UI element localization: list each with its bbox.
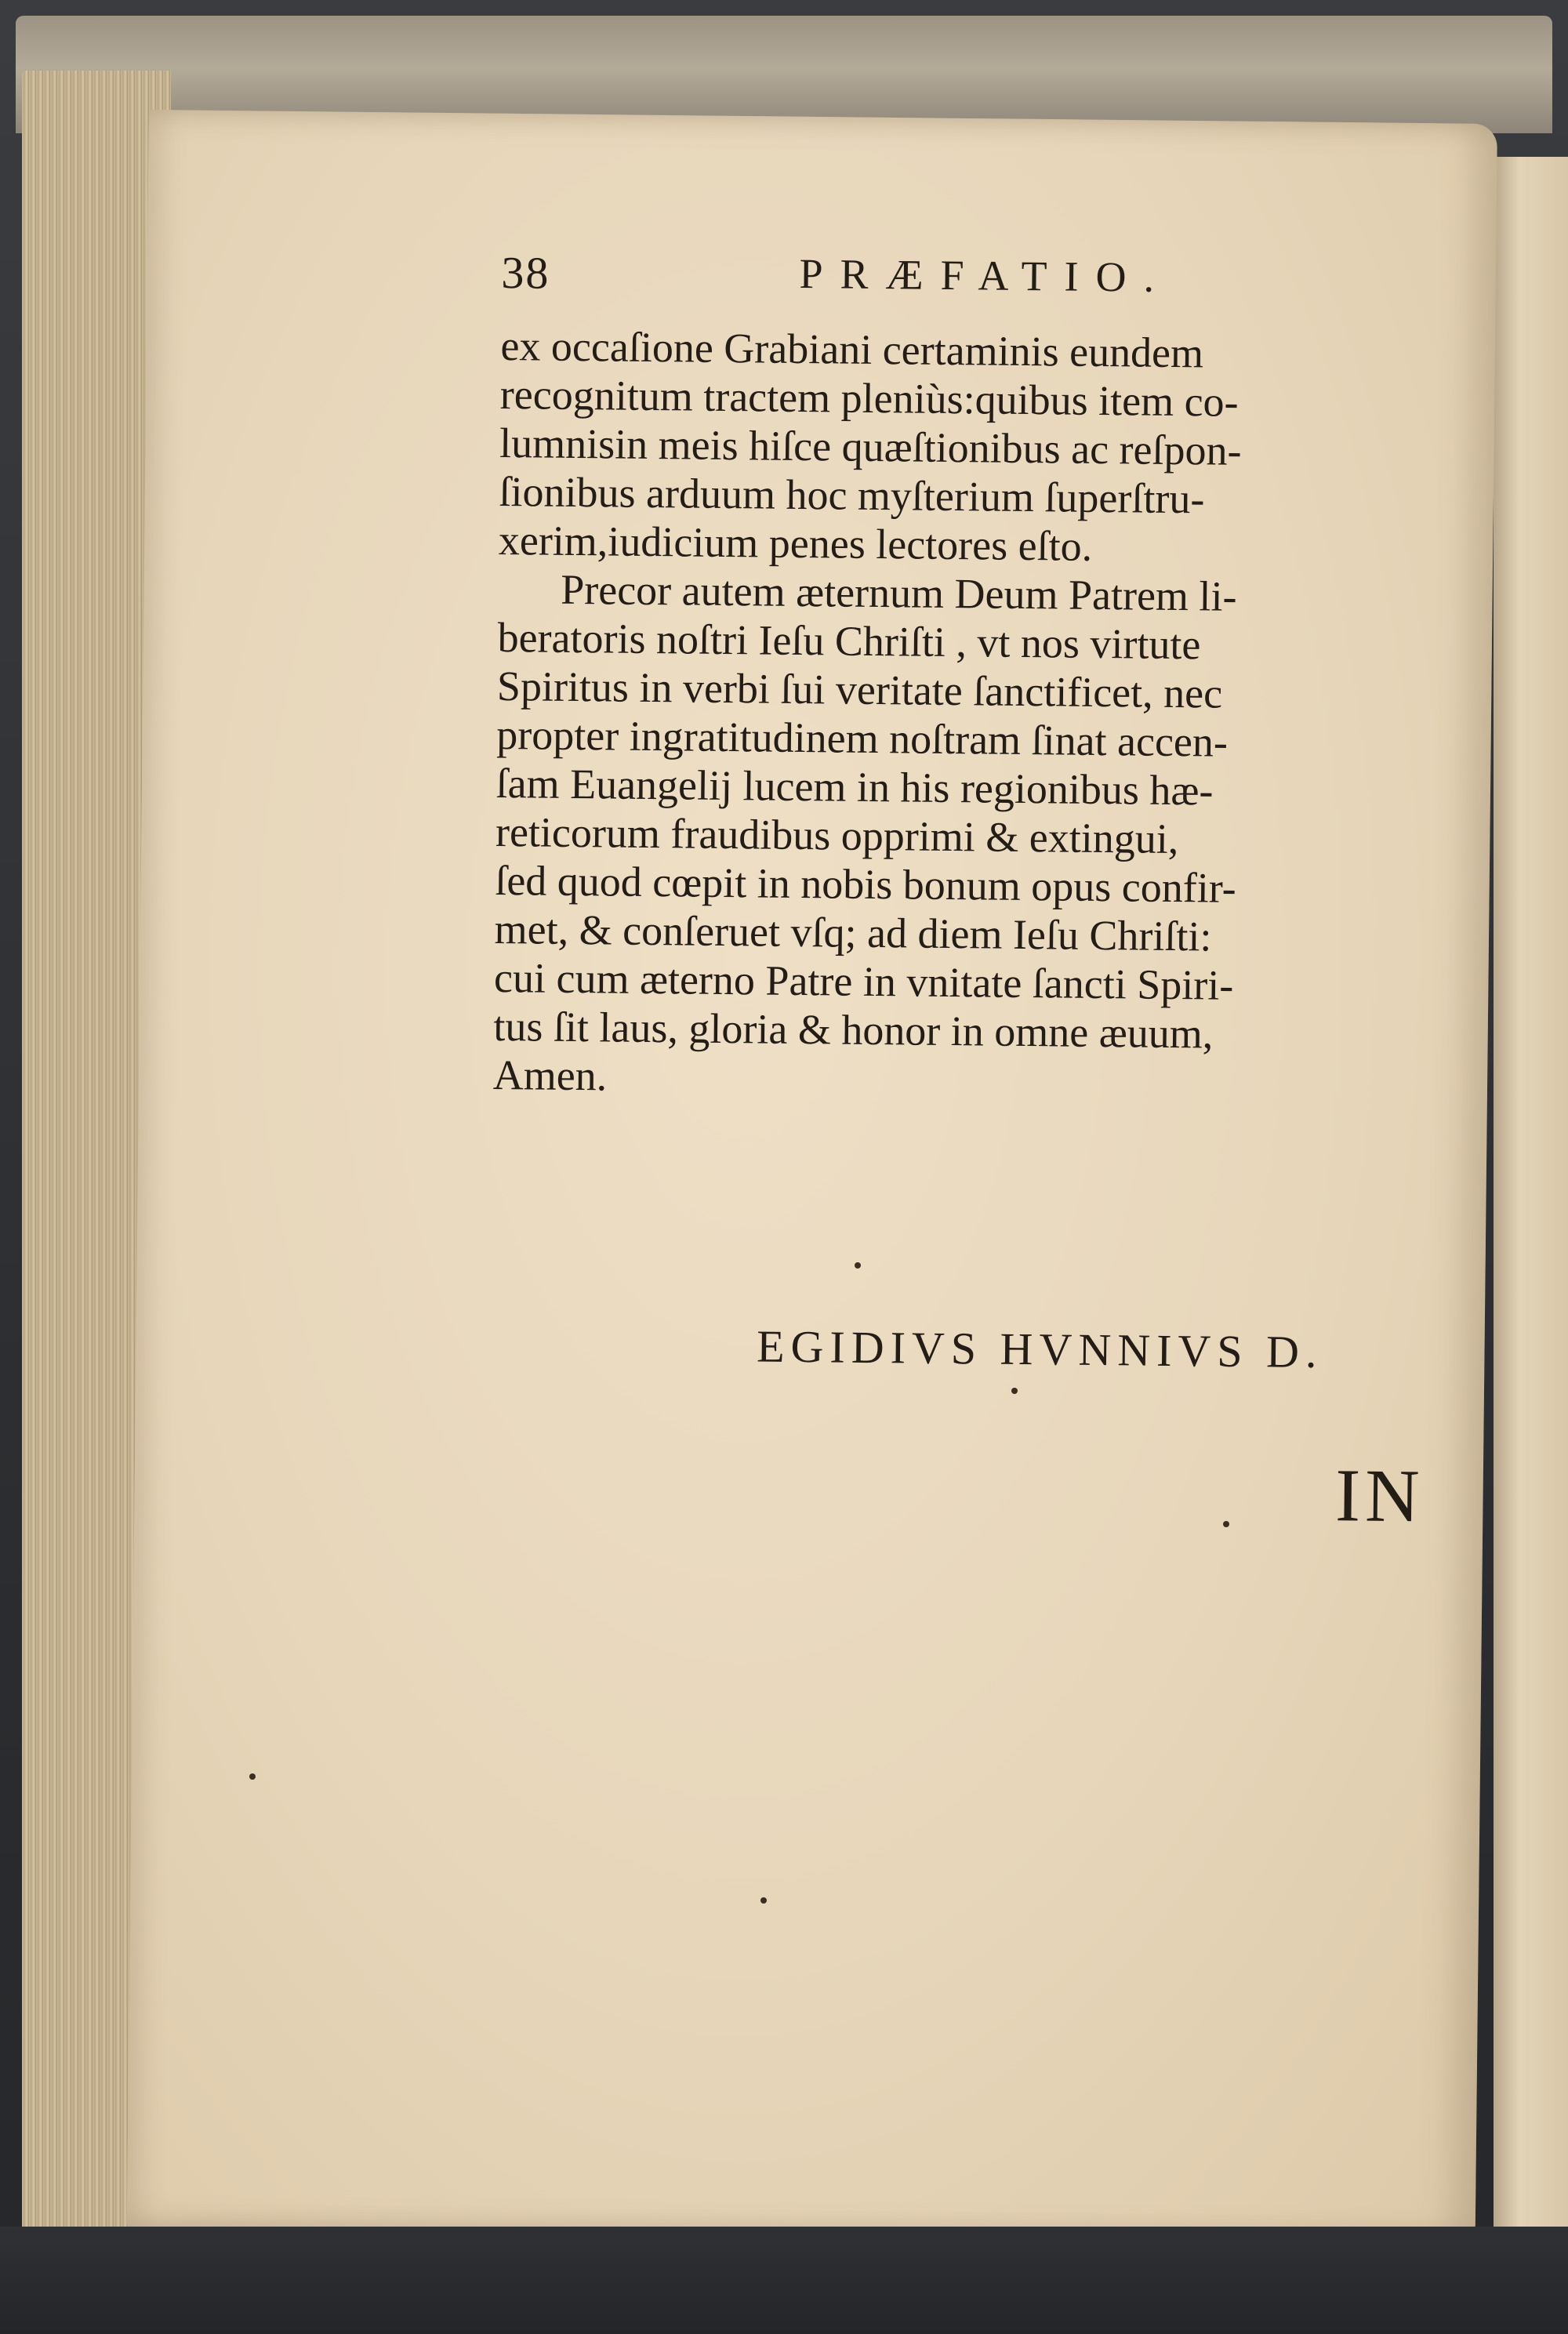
facing-page-edge (1494, 157, 1568, 2274)
text-line: ſionibus arduum hoc myſterium ſuperſtru- (499, 467, 1205, 523)
running-title: PRÆFATIO. (799, 249, 1172, 301)
text-line: reticorum fraudibus opprimi & extingui, (495, 808, 1179, 863)
ink-speck (1011, 1388, 1018, 1394)
background-cloth (0, 2227, 1568, 2334)
text-line: beratoris noſtri Ieſu Chriſti , vt nos virtute (497, 613, 1201, 669)
text-line: recognitum tractem pleniùs:quibus item co- (499, 370, 1239, 426)
ink-speck (855, 1262, 861, 1269)
text-line: lumnisin meis hiſce quæſtionibus ac reſpon- (499, 419, 1242, 474)
catchword: IN (1334, 1453, 1425, 1538)
ink-speck (1223, 1521, 1229, 1527)
text-line: cui cum æterno Patre in vnitate ſancti Spiri- (493, 953, 1234, 1009)
text-line: Amen. (492, 1051, 608, 1100)
text-line: Spiritus in verbi ſui veritate ſanctificet, nec (496, 662, 1223, 717)
page-text-block (492, 235, 1426, 1538)
text-line: propter ingratitudinem noſtram ſinat accen- (496, 710, 1229, 766)
text-line: ſed quod cœpit in nobis bonum opus confir- (495, 856, 1236, 912)
author-signature: EGIDIVS HVNNIVS D. (756, 1320, 1323, 1378)
page-number: 38 (501, 246, 550, 299)
body-paragraphs (492, 321, 1425, 1109)
text-line: ſam Euangelij lucem in his regionibus hæ- (495, 759, 1214, 815)
text-line: xerim,iudicium penes lectores eſto. (498, 516, 1093, 570)
text-line: met, & conſeruet vſq; ad diem Ieſu Chriſti: (494, 905, 1212, 960)
text-line: ex occaſione Grabiani certaminis eundem (500, 321, 1204, 377)
ink-speck (760, 1897, 767, 1904)
page-header (501, 235, 1427, 331)
text-line: Precor autem æternum Deum Patrem li- (560, 565, 1237, 620)
ink-speck (249, 1773, 256, 1780)
text-line: tus ſit laus, gloria & honor in omne æuum, (493, 1002, 1214, 1058)
